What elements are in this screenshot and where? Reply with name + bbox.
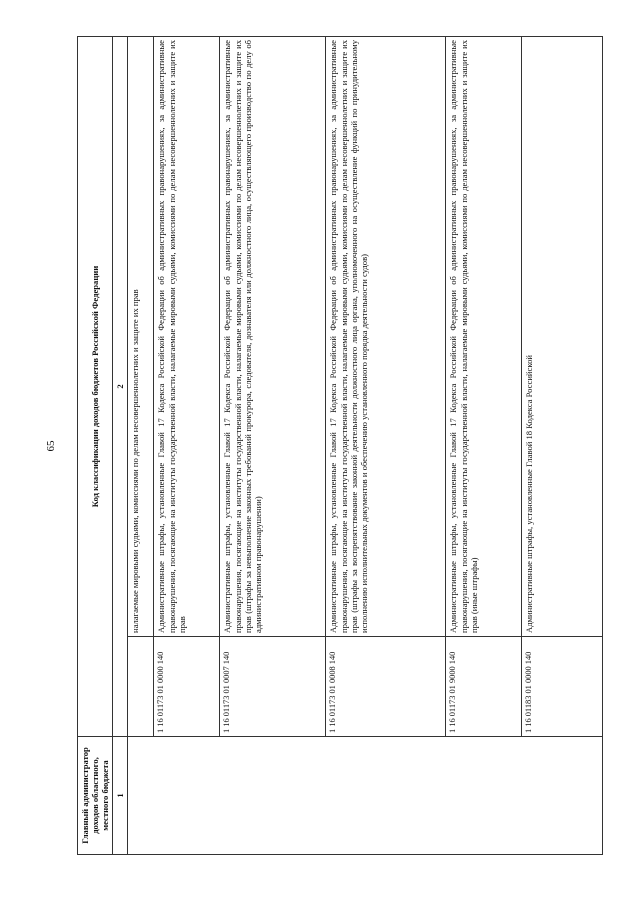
table-row [446,37,522,855]
rotated-table-container [77,37,603,855]
code-cell: 1 16 01183 01 0000 140 [522,637,603,737]
page-number: 65 [45,440,57,452]
name-cell: Административные штрафы, установленные Главой 17 Кодекса Российской Федерации об административных правонарушениях, за административные правонарушения, посягающие на институты государственной власти, налагаемые мировыми судьями, комиссиями по делам несовершеннолетних и защите их прав (штрафы за воспрепятствование законной деятельности должностного лица органа, уполномоченного на осуществление функций по принудительному исполнению исполнительных документов и обеспечению установленного порядка деятельности судов) [326,37,446,637]
column-number-2: 2 [113,37,128,737]
header-admin: Главный администратор доходов областного, местного бюджета [78,737,113,855]
table-header-row [78,37,113,855]
code-cell: 1 16 01173 01 0000 140 [154,637,220,737]
code-cell: 1 16 01173 01 9000 140 [446,637,522,737]
code-cell [128,637,154,737]
table-row [220,37,326,855]
column-number-row [113,37,128,855]
budget-classification-table [77,36,603,855]
admin-cell [128,737,603,855]
table-row [522,37,603,855]
code-cell: 1 16 01173 01 0007 140 [220,637,326,737]
column-number-1: 1 [113,737,128,855]
table-row [154,37,220,855]
code-cell: 1 16 01173 01 0008 140 [326,637,446,737]
name-cell: Административные штрафы, установленные Главой 17 Кодекса Российской Федерации об административных правонарушениях, за административные правонарушения, посягающие на институты государственной власти, налагаемые мировыми судьями, комиссиями по делам несовершеннолетних и защите их прав (иные штрафы) [446,37,522,637]
table-row [128,37,154,855]
name-cell: налагаемые мировыми судьями, комиссиями по делам несовершеннолетних и защите их прав [128,37,154,637]
header-code: Код классификации доходов бюджетов Российской Федерации [78,37,113,737]
name-cell: Административные штрафы, установленные Главой 17 Кодекса Российской Федерации об административных правонарушениях, за административные правонарушения, посягающие на институты государственной власти, налагаемые мировыми судьями, комиссиями по делам несовершеннолетних и защите их прав (штрафы за невыполнение законных требований прокурора, следователя, дознавателя или должностного лица, осуществляющего производство по делу об административном правонарушении) [220,37,326,637]
name-cell: Административные штрафы, установленные Главой 17 Кодекса Российской Федерации об административных правонарушениях, за административные правонарушения, посягающие на институты государственной власти, налагаемые мировыми судьями, комиссиями по делам несовершеннолетних и защите их прав [154,37,220,637]
name-cell: Административные штрафы, установленные Главой 18 Кодекса Российской [522,37,603,637]
table-row [326,37,446,855]
